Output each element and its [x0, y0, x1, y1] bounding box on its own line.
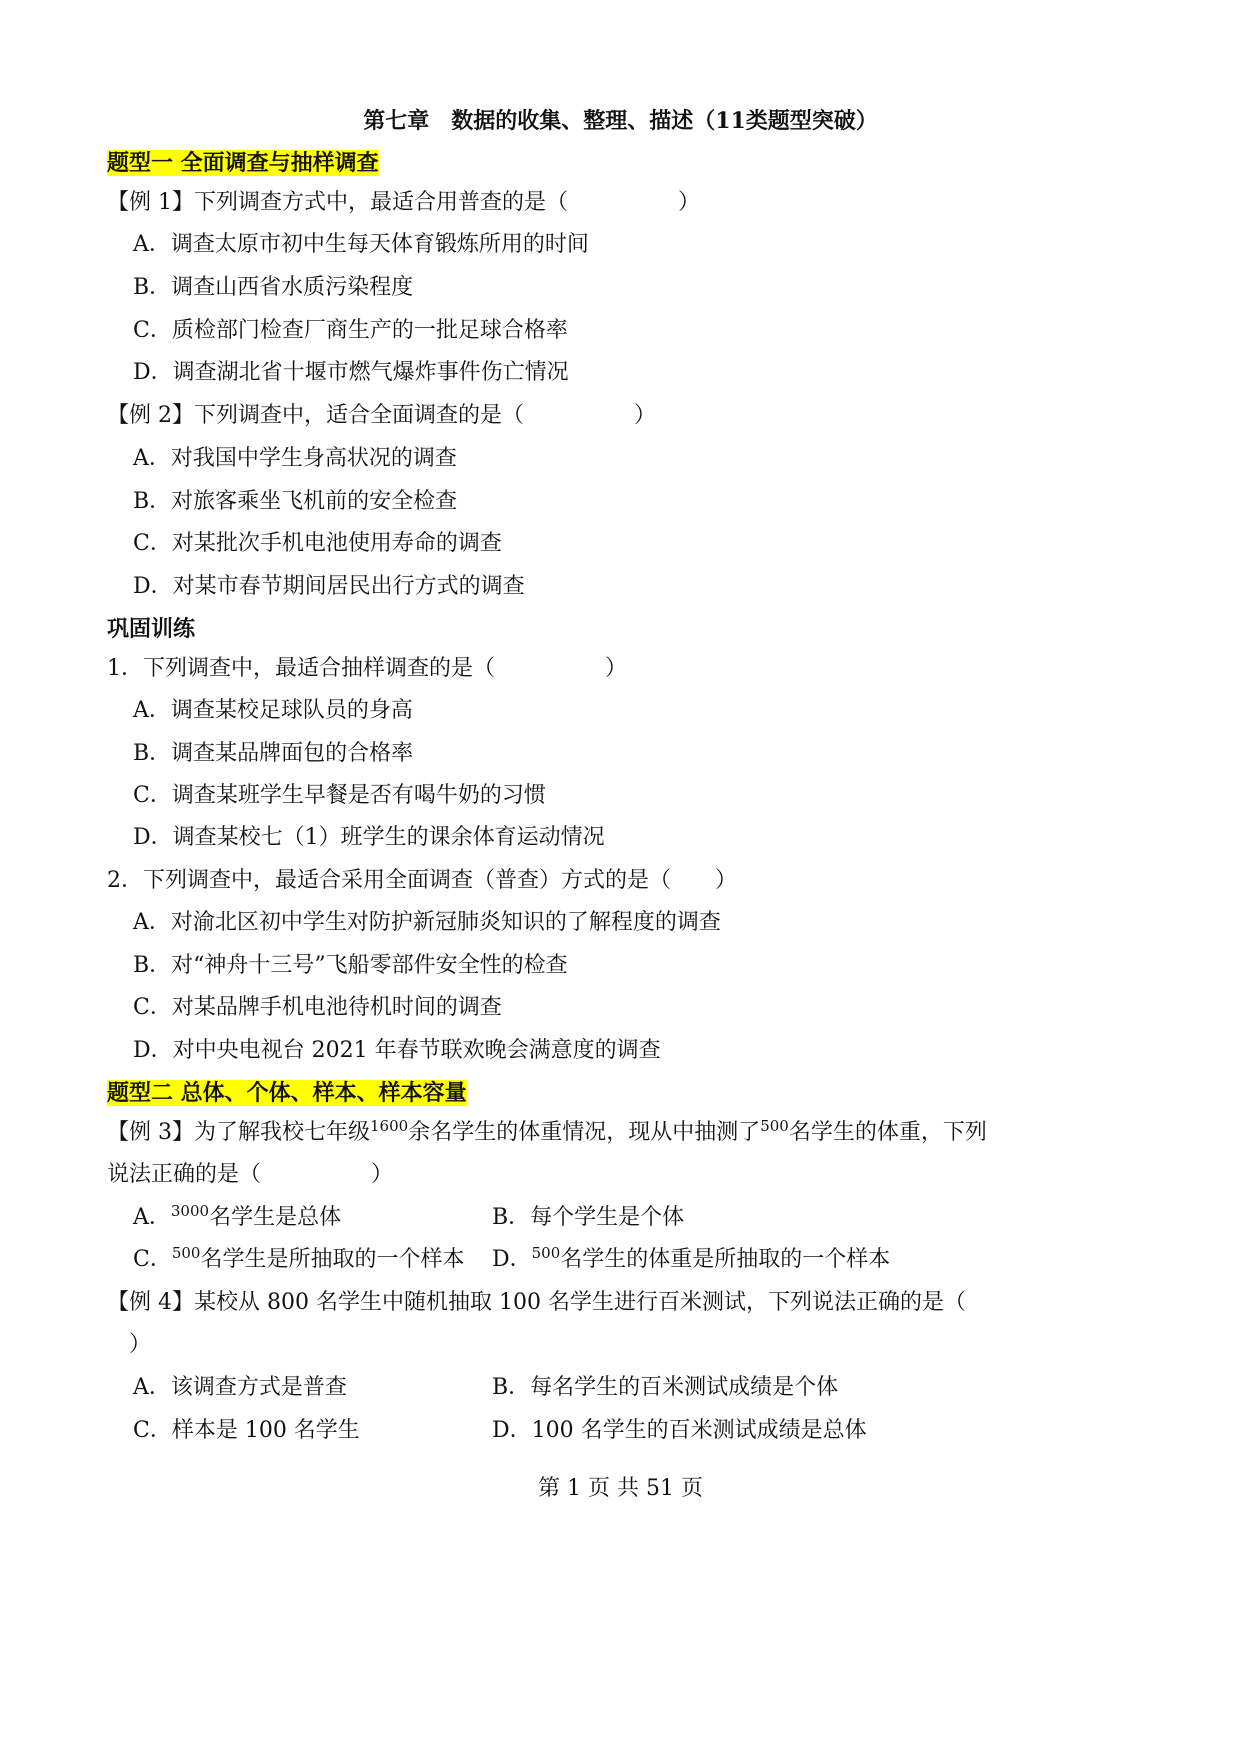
question-1-option-c: C．调查某班学生早餐是否有喝牛奶的习惯: [133, 783, 546, 808]
example-4-option-b: B．每名学生的百米测试成绩是个体: [492, 1375, 839, 1400]
question-2-option-c: C．对某品牌手机电池待机时间的调查: [133, 995, 502, 1020]
question-1-stem: 1．下列调查中，最适合抽样调查的是（ ）: [107, 656, 627, 681]
example-4-option-d: D．100 名学生的百米测试成绩是总体: [492, 1418, 867, 1443]
example-2-stem: 【例 2】下列调查中，适合全面调查的是（ ）: [107, 403, 656, 428]
example-3-stem-line2: 说法正确的是（ ）: [107, 1162, 394, 1187]
page-title: 第七章 数据的收集、整理、描述（11类题型突破）: [363, 108, 878, 134]
example-3-stem: 【例 3】为了解我校七年级$^{1600}$余名学生的体重情况，现从中抽测了$^{500}$名学生的体重，下列: [107, 1117, 987, 1145]
example-3-option-a: A．$^{3000}$名学生是总体: [133, 1202, 342, 1230]
example-2-option-b: B．对旅客乘坐飞机前的安全检查: [133, 489, 458, 514]
example-4-option-c: C．样本是 100 名学生: [133, 1418, 360, 1443]
example-3-number-2: 500: [760, 1117, 789, 1135]
example-4-option-a: A．该调查方式是普查: [133, 1375, 347, 1400]
example-1-option-a: A．调查太原市初中生每天体育锻炼所用的时间: [133, 232, 589, 257]
question-2-option-b: B．对“神舟十三号”飞船零部件安全性的检查: [133, 953, 568, 978]
example-3-option-c: C．$^{500}$名学生是所抽取的一个样本: [133, 1244, 465, 1272]
section-heading-type2: 题型二 总体、个体、样本、样本容量: [107, 1080, 467, 1106]
question-2-option-a: A．对渝北区初中学生对防护新冠肺炎知识的了解程度的调查: [133, 910, 721, 935]
example-1-option-b: B．调查山西省水质污染程度: [133, 275, 414, 300]
page-footer: 第 1 页 共 51 页: [538, 1476, 703, 1501]
example-2-option-a: A．对我国中学生身高状况的调查: [133, 446, 457, 471]
example-3-option-d: D．$^{500}$名学生的体重是所抽取的一个样本: [492, 1244, 891, 1272]
example-3-option-b: B．每个学生是个体: [492, 1205, 685, 1230]
example-2-option-d: D．对某市春节期间居民出行方式的调查: [133, 574, 525, 599]
example-2-option-c: C．对某批次手机电池使用寿命的调查: [133, 531, 502, 556]
example-3-number-1: 1600: [370, 1117, 409, 1135]
question-2-stem: 2．下列调查中，最适合采用全面调查（普查）方式的是（ ）: [107, 868, 737, 893]
example-4-stem: 【例 4】某校从 800 名学生中随机抽取 100 名学生进行百米测试，下列说法正确的是（: [107, 1290, 966, 1315]
example-1-option-c: C．质检部门检查厂商生产的一批足球合格率: [133, 318, 568, 343]
question-1-option-a: A．调查某校足球队员的身高: [133, 698, 413, 723]
question-1-option-b: B．调查某品牌面包的合格率: [133, 741, 414, 766]
question-2-option-d: D．对中央电视台 2021 年春节联欢晚会满意度的调查: [133, 1038, 661, 1063]
question-1-option-d: D．调查某校七（1）班学生的课余体育运动情况: [133, 825, 605, 850]
example-1-option-d: D．调查湖北省十堰市燃气爆炸事件伤亡情况: [133, 360, 569, 385]
practice-heading: 巩固训练: [107, 616, 196, 642]
example-4-stem-line2: ）: [129, 1332, 152, 1357]
example-1-stem: 【例 1】下列调查方式中，最适合用普查的是（ ）: [107, 190, 700, 215]
section-heading-type1: 题型一 全面调查与抽样调查: [107, 150, 379, 176]
